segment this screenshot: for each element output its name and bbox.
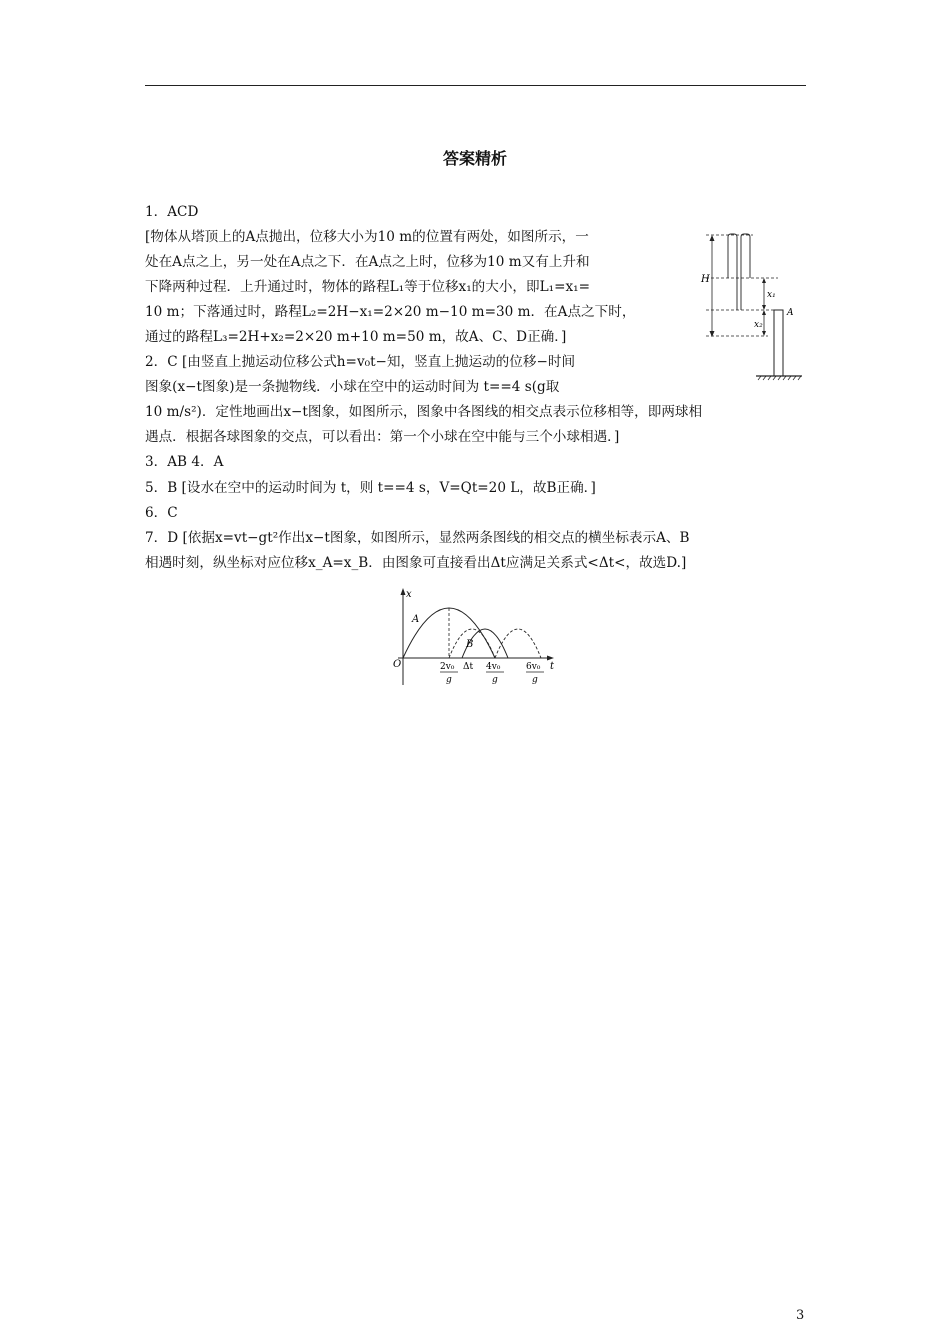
curve-label-B: B bbox=[466, 639, 474, 650]
curve-label-A: A bbox=[412, 614, 420, 625]
page-title: 答案精析 bbox=[442, 149, 507, 168]
label-x1: x₁ bbox=[767, 290, 776, 300]
text-line-2: [物体从塔顶上的A点抛出，位移大小为10 m的位置有两处，如图所示，一 bbox=[145, 229, 589, 245]
axis-label-t: t bbox=[550, 661, 555, 672]
origin-label: O bbox=[393, 659, 402, 670]
text-line-8: 图象(x−t图象)是一条抛物线．小球在空中的运动时间为 t==4 s(g取 bbox=[145, 379, 560, 395]
text-line-11: 3．AB 4．A bbox=[145, 454, 224, 470]
page-number: 3 bbox=[796, 1308, 805, 1323]
label-x2: x₂ bbox=[754, 320, 763, 330]
text-line-6: 通过的路程L₃=2H+x₂=2×20 m+10 m=50 m，故A、C、D正确．] bbox=[145, 329, 567, 345]
text-line-12: 5．B [设水在空中的运动时间为 t，则 t==4 s，V=Qt=20 L，故B正确．] bbox=[145, 480, 596, 496]
text-line-5: 10 m；下落通过时，路程L₂=2H−x₁=2×20 m−10 m=30 m．在A点之下时， bbox=[145, 304, 636, 320]
text-line-1: 1．ACD bbox=[145, 204, 199, 220]
tick-label-3: 6v₀ bbox=[526, 662, 541, 672]
tower-diagram bbox=[698, 228, 808, 383]
text-line-9: 10 m/s²)．定性地画出x−t图象，如图所示，图象中各图线的相交点表示位移相等，即两球相 bbox=[145, 404, 703, 420]
tick-label-1: 2v₀ bbox=[440, 662, 455, 672]
delta-t-label: Δt bbox=[463, 662, 474, 672]
header-rule bbox=[145, 85, 806, 86]
text-line-3: 处在A点之上，另一处在A点之下．在A点之上时，位移为10 m又有上升和 bbox=[145, 254, 590, 270]
text-line-15: 相遇时刻，纵坐标对应位移x_A=x_B．由图象可直接看出Δt应满足关系式<Δt<，故选D.] bbox=[145, 555, 687, 571]
tick-den-2: g bbox=[492, 675, 498, 685]
text-line-4: 下降两种过程．上升通过时，物体的路程L₁等于位移x₁的大小，即L₁=x₁= bbox=[145, 279, 590, 295]
text-line-10: 遇点．根据各球图象的交点，可以看出：第一个小球在空中能与三个小球相遇．] bbox=[145, 429, 620, 445]
axis-label-x: x bbox=[406, 589, 412, 600]
label-H: H bbox=[701, 274, 710, 285]
tick-den-1: g bbox=[446, 675, 452, 685]
text-line-7: 2．C [由竖直上抛运动位移公式h=v₀t−知，竖直上抛运动的位移−时间 bbox=[145, 354, 576, 370]
xt-graph bbox=[388, 585, 563, 690]
label-A: A bbox=[787, 308, 794, 318]
text-line-14: 7．D [依据x=vt−gt²作出x−t图象，如图所示，显然两条图线的相交点的横坐标表示A、B bbox=[145, 530, 690, 546]
text-line-13: 6．C bbox=[145, 505, 178, 521]
tick-den-3: g bbox=[532, 675, 538, 685]
tick-label-2: 4v₀ bbox=[486, 662, 501, 672]
